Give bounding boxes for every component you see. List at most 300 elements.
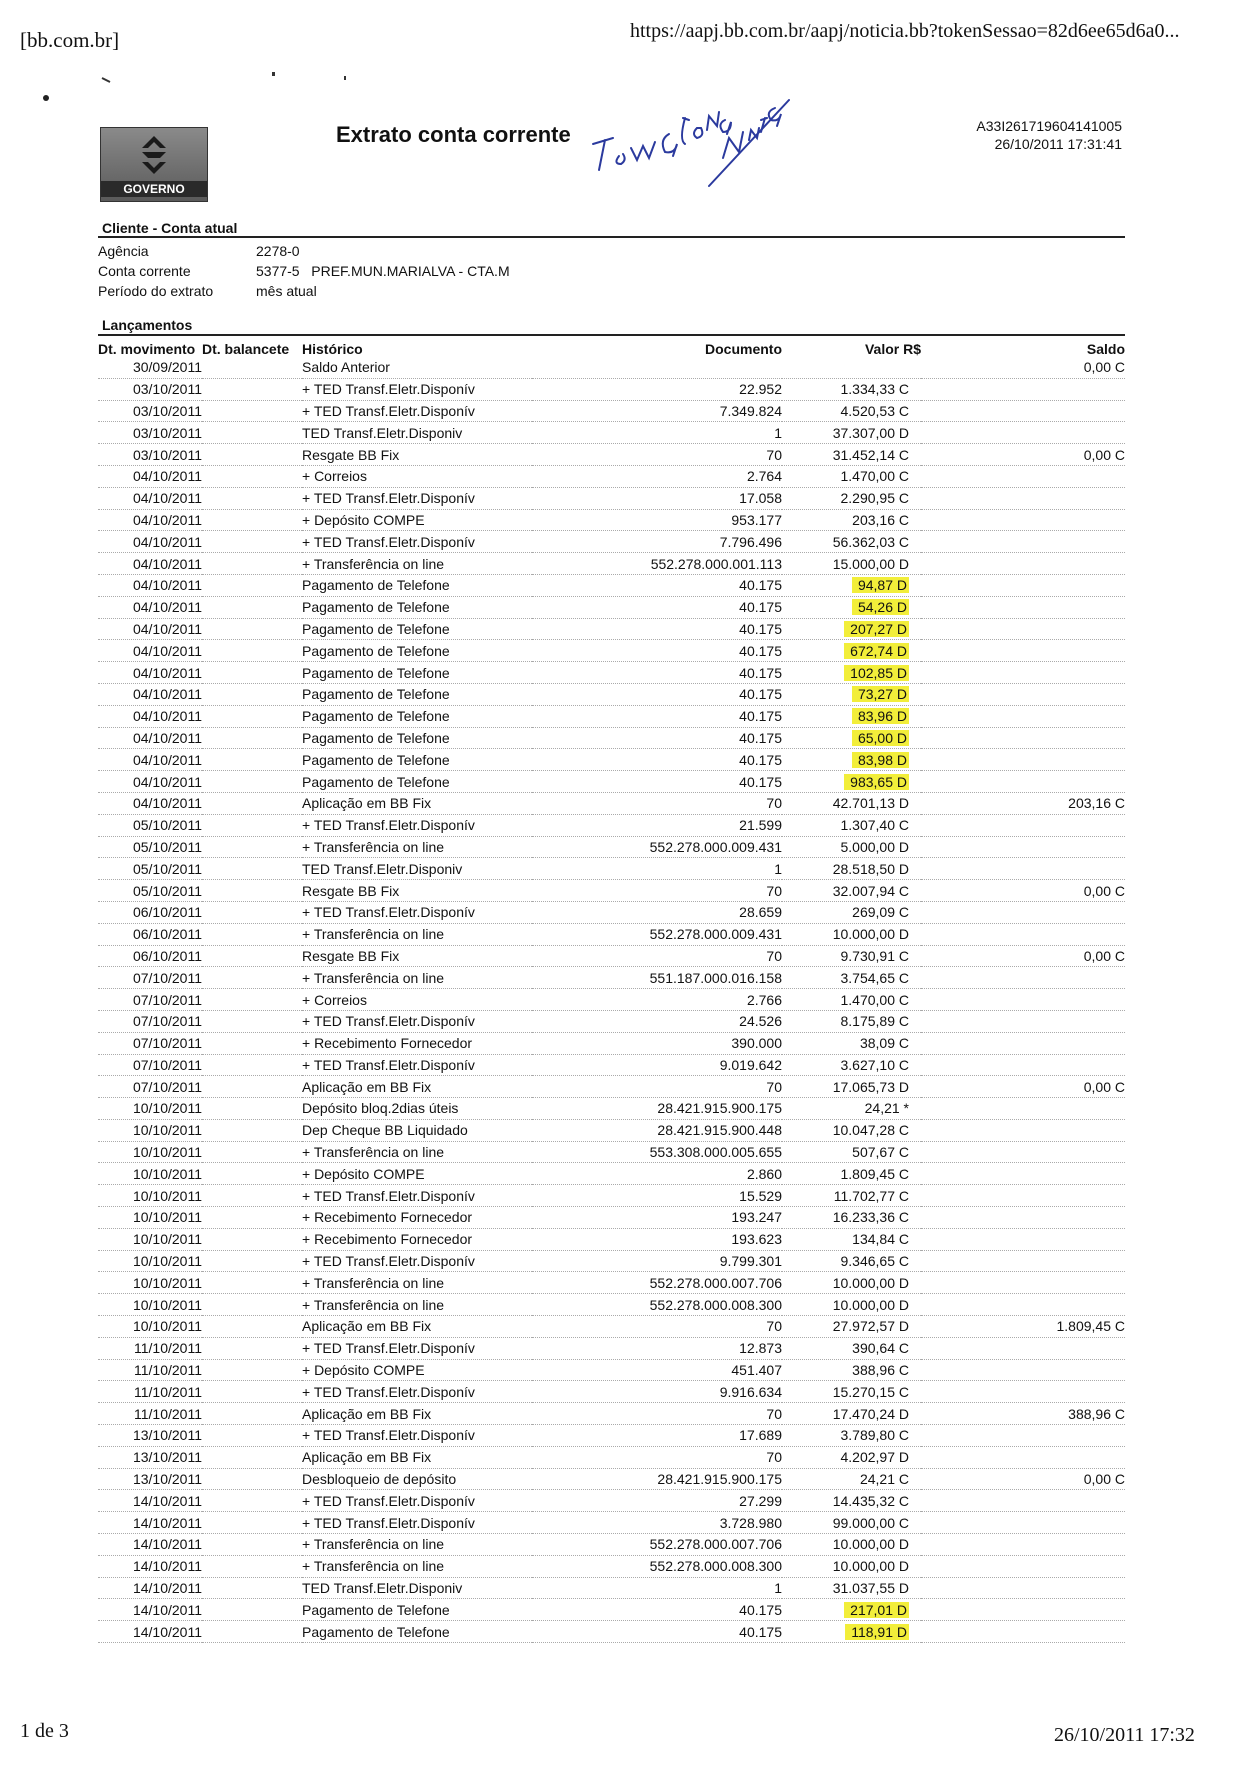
valor-text: 203,16 C xyxy=(852,511,909,528)
cell-documento: 40.175 xyxy=(532,1621,782,1643)
table-row xyxy=(98,814,1125,836)
cell-dt-balancete xyxy=(202,357,302,378)
cell-documento xyxy=(532,357,782,378)
table-row xyxy=(98,1534,1125,1556)
cell-dt-balancete xyxy=(202,1490,302,1512)
cell-saldo: 1.809,45 C xyxy=(921,1316,1125,1338)
table-row xyxy=(98,1294,1125,1316)
cell-documento: 21.599 xyxy=(532,814,782,836)
cell-saldo xyxy=(921,400,1125,422)
cell-dt-balancete xyxy=(202,509,302,531)
cell-saldo xyxy=(921,683,1125,705)
banco-do-brasil-logo-icon xyxy=(131,134,177,180)
cell-saldo xyxy=(921,1054,1125,1076)
col-header-valor: Valor R$ xyxy=(864,341,921,357)
cell-dt-balancete xyxy=(202,880,302,902)
cell-documento: 2.860 xyxy=(532,1163,782,1185)
valor-text: 217,01 D xyxy=(844,1602,909,1618)
cell-documento: 70 xyxy=(532,1403,782,1425)
table-row xyxy=(98,1163,1125,1185)
cell-documento: 552.278.000.007.706 xyxy=(532,1272,782,1294)
cell-documento: 27.299 xyxy=(532,1490,782,1512)
cell-dt-movimento: 30/09/2011 xyxy=(98,357,202,378)
cell-dt-balancete xyxy=(202,1163,302,1185)
cell-valor xyxy=(782,1621,921,1643)
cell-historico: TED Transf.Eletr.Disponiv xyxy=(302,422,532,444)
cell-saldo xyxy=(921,1337,1125,1359)
cell-dt-balancete xyxy=(202,1599,302,1621)
cell-dt-movimento: 04/10/2011 xyxy=(98,749,202,771)
cell-documento: 70 xyxy=(532,945,782,967)
cell-historico: + Transferência on line xyxy=(302,1141,532,1163)
cell-dt-balancete xyxy=(202,858,302,880)
cell-documento: 390.000 xyxy=(532,1032,782,1054)
cell-saldo: 0,00 C xyxy=(921,945,1125,967)
cell-saldo xyxy=(921,378,1125,400)
valor-text: 3.754,65 C xyxy=(840,969,909,986)
cell-valor xyxy=(782,901,921,923)
transactions-table xyxy=(98,337,1125,1643)
cell-historico: Resgate BB Fix xyxy=(302,945,532,967)
table-row xyxy=(98,1316,1125,1338)
valor-text: 10.000,00 D xyxy=(832,1536,909,1553)
cell-historico: + TED Transf.Eletr.Disponív xyxy=(302,1512,532,1534)
cell-historico: + Recebimento Fornecedor xyxy=(302,1207,532,1229)
cell-historico: Pagamento de Telefone xyxy=(302,640,532,662)
cell-dt-movimento: 04/10/2011 xyxy=(98,771,202,793)
cell-dt-balancete xyxy=(202,444,302,466)
table-row xyxy=(98,901,1125,923)
valor-text: 17.470,24 D xyxy=(832,1405,909,1422)
cell-documento: 552.278.000.008.300 xyxy=(532,1555,782,1577)
cell-documento: 40.175 xyxy=(532,1599,782,1621)
valor-text: 83,96 D xyxy=(852,708,909,724)
valor-text: 1.307,40 C xyxy=(840,817,909,834)
cell-saldo xyxy=(921,858,1125,880)
cell-dt-movimento: 04/10/2011 xyxy=(98,705,202,727)
table-row xyxy=(98,509,1125,531)
info-value: mês atual xyxy=(256,283,317,299)
cell-historico: Aplicação em BB Fix xyxy=(302,1316,532,1338)
table-row xyxy=(98,400,1125,422)
table-row xyxy=(98,1512,1125,1534)
cell-valor xyxy=(782,1294,921,1316)
cell-historico: + Transferência on line xyxy=(302,1272,532,1294)
transactions-body xyxy=(98,357,1125,1643)
cell-dt-movimento: 11/10/2011 xyxy=(98,1403,202,1425)
cell-saldo xyxy=(921,705,1125,727)
cell-dt-movimento: 10/10/2011 xyxy=(98,1272,202,1294)
cell-saldo: 0,00 C xyxy=(921,880,1125,902)
cell-saldo xyxy=(921,1446,1125,1468)
cell-dt-movimento: 04/10/2011 xyxy=(98,662,202,684)
cell-historico: + Transferência on line xyxy=(302,1555,532,1577)
cell-dt-movimento: 06/10/2011 xyxy=(98,945,202,967)
cell-dt-movimento: 04/10/2011 xyxy=(98,792,202,814)
cell-dt-movimento: 04/10/2011 xyxy=(98,487,202,509)
cell-historico: + Recebimento Fornecedor xyxy=(302,1032,532,1054)
table-row xyxy=(98,1250,1125,1272)
cell-historico: + TED Transf.Eletr.Disponív xyxy=(302,1010,532,1032)
cell-historico: Resgate BB Fix xyxy=(302,444,532,466)
cell-documento: 40.175 xyxy=(532,574,782,596)
cell-documento: 28.421.915.900.175 xyxy=(532,1468,782,1490)
valor-text: 10.000,00 D xyxy=(832,1296,909,1313)
cell-documento: 70 xyxy=(532,880,782,902)
cell-documento: 22.952 xyxy=(532,378,782,400)
cell-dt-balancete xyxy=(202,1446,302,1468)
cell-historico: TED Transf.Eletr.Disponiv xyxy=(302,1577,532,1599)
cell-dt-movimento: 10/10/2011 xyxy=(98,1207,202,1229)
cell-historico: + TED Transf.Eletr.Disponív xyxy=(302,400,532,422)
cell-saldo xyxy=(921,1512,1125,1534)
cell-saldo xyxy=(921,487,1125,509)
cell-historico: Pagamento de Telefone xyxy=(302,1621,532,1643)
table-row xyxy=(98,1098,1125,1120)
cell-valor xyxy=(782,422,921,444)
cell-valor xyxy=(782,1076,921,1098)
cell-valor xyxy=(782,705,921,727)
cell-historico: + Transferência on line xyxy=(302,836,532,858)
valor-text: 269,09 C xyxy=(852,904,909,921)
cell-dt-balancete xyxy=(202,1098,302,1120)
cell-valor xyxy=(782,814,921,836)
cell-dt-balancete xyxy=(202,792,302,814)
table-row xyxy=(98,1468,1125,1490)
valor-text: 99.000,00 C xyxy=(832,1514,909,1531)
cell-saldo xyxy=(921,771,1125,793)
cell-dt-movimento: 05/10/2011 xyxy=(98,814,202,836)
table-row xyxy=(98,531,1125,553)
cell-documento: 40.175 xyxy=(532,749,782,771)
cell-documento: 40.175 xyxy=(532,662,782,684)
table-row xyxy=(98,444,1125,466)
info-value: 5377-5 PREF.MUN.MARIALVA - CTA.M xyxy=(256,263,510,279)
cell-saldo xyxy=(921,509,1125,531)
cell-dt-balancete xyxy=(202,1076,302,1098)
cell-historico: Pagamento de Telefone xyxy=(302,662,532,684)
valor-text: 4.520,53 C xyxy=(840,402,909,419)
table-row xyxy=(98,378,1125,400)
cell-saldo xyxy=(921,1359,1125,1381)
cell-saldo xyxy=(921,1555,1125,1577)
cell-dt-balancete xyxy=(202,1119,302,1141)
cell-valor xyxy=(782,1010,921,1032)
cell-dt-balancete xyxy=(202,1316,302,1338)
cell-historico: Desbloqueio de depósito xyxy=(302,1468,532,1490)
cell-historico: + Transferência on line xyxy=(302,967,532,989)
cell-historico: + TED Transf.Eletr.Disponív xyxy=(302,487,532,509)
cell-saldo xyxy=(921,662,1125,684)
cell-saldo: 0,00 C xyxy=(921,357,1125,378)
cell-saldo xyxy=(921,1141,1125,1163)
valor-text: 207,27 D xyxy=(844,621,909,637)
cell-dt-movimento: 14/10/2011 xyxy=(98,1599,202,1621)
cell-dt-balancete xyxy=(202,836,302,858)
cell-documento: 70 xyxy=(532,792,782,814)
table-row xyxy=(98,640,1125,662)
table-row xyxy=(98,487,1125,509)
col-header-dt-balancete: Dt. balancete xyxy=(202,341,290,357)
table-row xyxy=(98,662,1125,684)
cell-valor xyxy=(782,1599,921,1621)
valor-text: 3.789,80 C xyxy=(840,1427,909,1444)
cell-historico: Aplicação em BB Fix xyxy=(302,1076,532,1098)
cell-dt-balancete xyxy=(202,1512,302,1534)
cell-historico: + Correios xyxy=(302,989,532,1011)
valor-text: 42.701,13 D xyxy=(832,795,909,812)
cell-documento: 40.175 xyxy=(532,683,782,705)
cell-dt-balancete xyxy=(202,487,302,509)
cell-dt-movimento: 03/10/2011 xyxy=(98,378,202,400)
cell-saldo xyxy=(921,574,1125,596)
cell-documento: 552.278.000.009.431 xyxy=(532,923,782,945)
cell-saldo xyxy=(921,1490,1125,1512)
logo-caption: GOVERNO xyxy=(101,181,207,197)
cell-valor xyxy=(782,771,921,793)
table-row xyxy=(98,1621,1125,1643)
cell-dt-movimento: 07/10/2011 xyxy=(98,1032,202,1054)
cell-valor xyxy=(782,465,921,487)
table-row xyxy=(98,771,1125,793)
cell-dt-movimento: 04/10/2011 xyxy=(98,640,202,662)
cell-saldo xyxy=(921,1294,1125,1316)
cell-documento: 15.529 xyxy=(532,1185,782,1207)
cell-dt-movimento: 11/10/2011 xyxy=(98,1359,202,1381)
cell-documento: 193.623 xyxy=(532,1228,782,1250)
cell-valor xyxy=(782,1381,921,1403)
cell-documento: 40.175 xyxy=(532,640,782,662)
cell-valor xyxy=(782,357,921,378)
cell-dt-movimento: 04/10/2011 xyxy=(98,574,202,596)
table-row xyxy=(98,465,1125,487)
cell-dt-movimento: 11/10/2011 xyxy=(98,1337,202,1359)
cell-documento: 9.916.634 xyxy=(532,1381,782,1403)
table-row xyxy=(98,1141,1125,1163)
cell-documento: 451.407 xyxy=(532,1359,782,1381)
cell-documento: 17.058 xyxy=(532,487,782,509)
table-row xyxy=(98,1337,1125,1359)
cell-dt-balancete xyxy=(202,1555,302,1577)
cell-valor xyxy=(782,1250,921,1272)
valor-text: 9.730,91 C xyxy=(840,947,909,964)
cell-documento: 28.421.915.900.448 xyxy=(532,1119,782,1141)
info-row-periodo xyxy=(98,283,317,299)
valor-text: 11.702,77 C xyxy=(833,1187,909,1204)
valor-text: 17.065,73 D xyxy=(832,1078,909,1095)
cell-dt-balancete xyxy=(202,1032,302,1054)
cell-dt-balancete xyxy=(202,967,302,989)
cell-valor xyxy=(782,858,921,880)
cell-historico: Dep Cheque BB Liquidado xyxy=(302,1119,532,1141)
cell-saldo xyxy=(921,727,1125,749)
table-row xyxy=(98,1403,1125,1425)
cell-valor xyxy=(782,749,921,771)
cell-dt-movimento: 07/10/2011 xyxy=(98,1054,202,1076)
cell-historico: + TED Transf.Eletr.Disponív xyxy=(302,1054,532,1076)
cell-dt-balancete xyxy=(202,1294,302,1316)
valor-text: 31.037,55 D xyxy=(832,1580,909,1597)
cell-historico: + TED Transf.Eletr.Disponív xyxy=(302,1490,532,1512)
cell-valor xyxy=(782,989,921,1011)
cell-valor xyxy=(782,945,921,967)
cell-historico: TED Transf.Eletr.Disponiv xyxy=(302,858,532,880)
cell-valor xyxy=(782,1185,921,1207)
cell-historico: Depósito bloq.2dias úteis xyxy=(302,1098,532,1120)
cell-dt-balancete xyxy=(202,1381,302,1403)
valor-text: 9.346,65 C xyxy=(840,1253,909,1270)
cell-valor xyxy=(782,1403,921,1425)
table-row xyxy=(98,923,1125,945)
cell-valor xyxy=(782,1098,921,1120)
cell-dt-movimento: 04/10/2011 xyxy=(98,531,202,553)
col-header-saldo: Saldo xyxy=(1086,341,1125,357)
cell-dt-movimento: 13/10/2011 xyxy=(98,1468,202,1490)
cell-documento: 9.019.642 xyxy=(532,1054,782,1076)
cell-dt-movimento: 04/10/2011 xyxy=(98,683,202,705)
cell-valor xyxy=(782,400,921,422)
cell-dt-movimento: 10/10/2011 xyxy=(98,1163,202,1185)
cell-valor xyxy=(782,1446,921,1468)
table-row xyxy=(98,1490,1125,1512)
cell-historico: + Depósito COMPE xyxy=(302,509,532,531)
valor-text: 1.470,00 C xyxy=(840,991,909,1008)
table-row xyxy=(98,1599,1125,1621)
cell-saldo xyxy=(921,1621,1125,1643)
cell-dt-balancete xyxy=(202,683,302,705)
cell-historico: Pagamento de Telefone xyxy=(302,683,532,705)
cell-dt-movimento: 14/10/2011 xyxy=(98,1534,202,1556)
cell-dt-balancete xyxy=(202,1272,302,1294)
cell-saldo: 0,00 C xyxy=(921,1076,1125,1098)
cell-dt-movimento: 14/10/2011 xyxy=(98,1577,202,1599)
document-timestamp: 26/10/2011 17:31:41 xyxy=(994,136,1122,152)
cell-saldo xyxy=(921,1119,1125,1141)
table-row xyxy=(98,683,1125,705)
lancamentos-section-rule xyxy=(98,334,1125,336)
bb-logo xyxy=(100,127,208,202)
cell-saldo xyxy=(921,989,1125,1011)
cell-documento: 553.308.000.005.655 xyxy=(532,1141,782,1163)
cell-dt-movimento: 04/10/2011 xyxy=(98,727,202,749)
cell-historico: Resgate BB Fix xyxy=(302,880,532,902)
cell-historico: + Transferência on line xyxy=(302,1294,532,1316)
cell-documento: 17.689 xyxy=(532,1425,782,1447)
cell-dt-balancete xyxy=(202,749,302,771)
cell-saldo xyxy=(921,901,1125,923)
table-row xyxy=(98,618,1125,640)
cell-dt-balancete xyxy=(202,1621,302,1643)
table-row xyxy=(98,422,1125,444)
cell-dt-movimento: 05/10/2011 xyxy=(98,858,202,880)
cell-dt-movimento: 10/10/2011 xyxy=(98,1316,202,1338)
page-number: 1 de 3 xyxy=(20,1720,69,1742)
info-label: Período do extrato xyxy=(98,283,214,299)
cell-historico: Pagamento de Telefone xyxy=(302,618,532,640)
cell-saldo xyxy=(921,553,1125,575)
valor-text: 1.809,45 C xyxy=(840,1165,909,1182)
cell-saldo xyxy=(921,1577,1125,1599)
cell-historico: + TED Transf.Eletr.Disponív xyxy=(302,1185,532,1207)
cell-historico: Aplicação em BB Fix xyxy=(302,1403,532,1425)
valor-text: 1.334,33 C xyxy=(840,381,909,398)
valor-text: 15.000,00 D xyxy=(832,555,909,572)
cell-historico: + TED Transf.Eletr.Disponív xyxy=(302,1250,532,1272)
cell-dt-movimento: 05/10/2011 xyxy=(98,836,202,858)
cell-valor xyxy=(782,1490,921,1512)
cell-documento: 1 xyxy=(532,1577,782,1599)
table-row xyxy=(98,1272,1125,1294)
cell-saldo xyxy=(921,1010,1125,1032)
cell-historico: + Depósito COMPE xyxy=(302,1163,532,1185)
cell-dt-balancete xyxy=(202,1468,302,1490)
cell-dt-movimento: 11/10/2011 xyxy=(98,1381,202,1403)
table-row xyxy=(98,1119,1125,1141)
valor-text: 4.202,97 D xyxy=(840,1449,909,1466)
cell-dt-balancete xyxy=(202,618,302,640)
cell-dt-balancete xyxy=(202,1228,302,1250)
table-row xyxy=(98,1228,1125,1250)
table-row xyxy=(98,967,1125,989)
cell-saldo xyxy=(921,465,1125,487)
cell-saldo xyxy=(921,923,1125,945)
cliente-section-rule xyxy=(98,236,1125,238)
cell-historico: + Transferência on line xyxy=(302,1534,532,1556)
col-header-dt-movimento: Dt. movimento xyxy=(98,341,196,357)
table-header-row xyxy=(98,337,1125,357)
cell-dt-movimento: 07/10/2011 xyxy=(98,1076,202,1098)
cell-historico: + TED Transf.Eletr.Disponív xyxy=(302,1337,532,1359)
cell-documento: 552.278.000.007.706 xyxy=(532,1534,782,1556)
cell-dt-movimento: 14/10/2011 xyxy=(98,1490,202,1512)
cell-documento: 70 xyxy=(532,1076,782,1098)
cell-saldo xyxy=(921,531,1125,553)
cell-documento: 40.175 xyxy=(532,727,782,749)
valor-text: 5.000,00 D xyxy=(840,838,909,855)
page-url: https://aapj.bb.com.br/aapj/noticia.bb?tokenSessao=82d6ee65d6a0... xyxy=(630,20,1180,42)
valor-text: 73,27 D xyxy=(852,686,909,702)
col-header-historico: Histórico xyxy=(302,341,363,357)
cell-dt-balancete xyxy=(202,640,302,662)
cell-dt-movimento: 14/10/2011 xyxy=(98,1512,202,1534)
valor-text: 83,98 D xyxy=(852,752,909,768)
valor-text: 10.000,00 D xyxy=(832,1558,909,1575)
cell-dt-balancete xyxy=(202,662,302,684)
cell-documento: 953.177 xyxy=(532,509,782,531)
table-row xyxy=(98,792,1125,814)
cell-documento: 2.766 xyxy=(532,989,782,1011)
table-row xyxy=(98,1381,1125,1403)
cell-dt-balancete xyxy=(202,1577,302,1599)
cell-dt-movimento: 03/10/2011 xyxy=(98,400,202,422)
table-row xyxy=(98,727,1125,749)
valor-text: 65,00 D xyxy=(852,730,909,746)
cell-dt-balancete xyxy=(202,1359,302,1381)
valor-text: 8.175,89 C xyxy=(840,1013,909,1030)
cell-dt-movimento: 10/10/2011 xyxy=(98,1228,202,1250)
cell-dt-movimento: 10/10/2011 xyxy=(98,1098,202,1120)
cell-historico: Aplicação em BB Fix xyxy=(302,1446,532,1468)
valor-text: 390,64 C xyxy=(852,1340,909,1357)
cell-historico: Saldo Anterior xyxy=(302,357,532,378)
cell-saldo: 388,96 C xyxy=(921,1403,1125,1425)
cell-saldo xyxy=(921,1098,1125,1120)
cell-dt-balancete xyxy=(202,1185,302,1207)
cell-dt-balancete xyxy=(202,553,302,575)
cell-historico: + Transferência on line xyxy=(302,923,532,945)
cell-saldo xyxy=(921,836,1125,858)
cell-saldo xyxy=(921,1163,1125,1185)
